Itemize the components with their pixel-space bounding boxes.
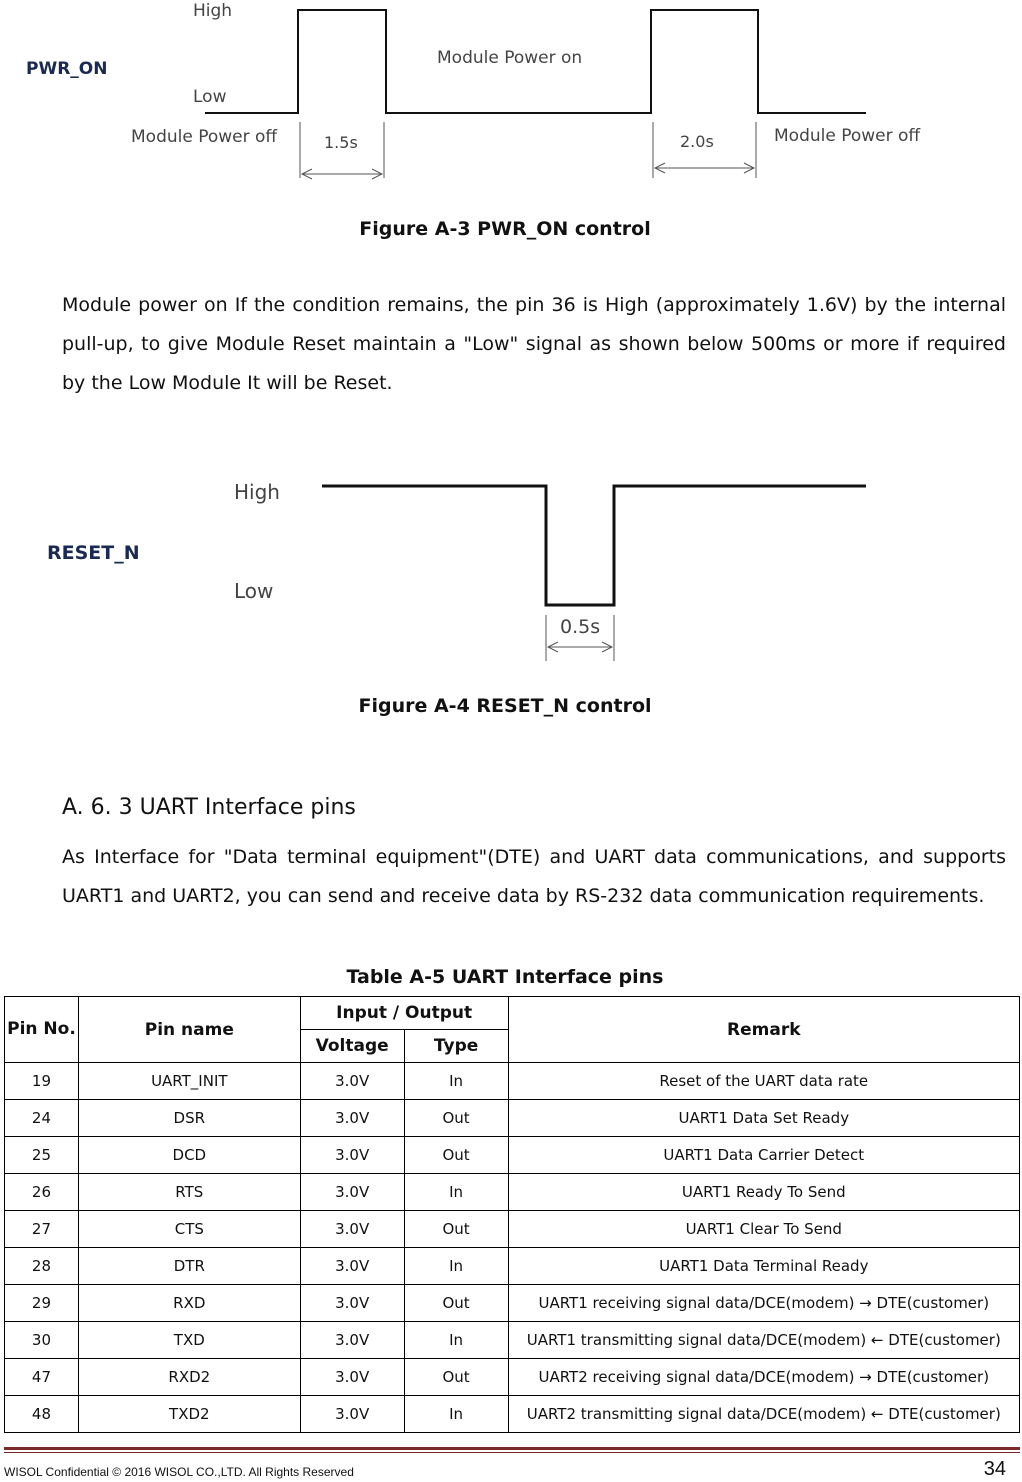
reset-n-low-label: Low	[234, 579, 274, 603]
header-remark: Remark	[508, 997, 1019, 1063]
cell-type: Out	[404, 1285, 508, 1322]
cell-pin-no: 30	[5, 1322, 79, 1359]
cell-remark: UART1 transmitting signal data/DCE(modem) ← DTE(customer)	[508, 1322, 1019, 1359]
cell-pin-no: 28	[5, 1248, 79, 1285]
header-pin-name: Pin name	[78, 997, 300, 1063]
figure-a4-caption: Figure A-4 RESET_N control	[358, 695, 652, 717]
cell-pin-no: 19	[5, 1063, 79, 1100]
pwr-on-high-label: High	[193, 1, 233, 21]
cell-pin-name: TXD2	[78, 1396, 300, 1433]
cell-remark: UART1 Data Terminal Ready	[508, 1248, 1019, 1285]
cell-type: Out	[404, 1359, 508, 1396]
cell-voltage: 3.0V	[300, 1359, 404, 1396]
reset-n-waveform	[322, 486, 866, 605]
cell-voltage: 3.0V	[300, 1100, 404, 1137]
table-row	[5, 1396, 1020, 1433]
cell-pin-no: 27	[5, 1211, 79, 1248]
cell-type: In	[404, 1322, 508, 1359]
cell-remark: UART1 receiving signal data/DCE(modem) → DTE(customer)	[508, 1285, 1019, 1322]
paragraph-pwr-on: Module power on If the condition remains, the pin 36 is High (approximately 1.6V) by the internal pull-up, to give Module Reset maintain a "Low" signal as shown below 500ms or more if required by the Low Module It will be Reset.	[62, 294, 1006, 394]
table-row	[5, 1359, 1020, 1396]
cell-pin-no: 24	[5, 1100, 79, 1137]
t2-label: 2.0s	[680, 132, 714, 151]
cell-type: Out	[404, 1100, 508, 1137]
t1-label: 1.5s	[324, 133, 358, 152]
cell-voltage: 3.0V	[300, 1174, 404, 1211]
cell-pin-name: TXD	[78, 1322, 300, 1359]
footer-copyright: WISOL Confidential © 2016 WISOL CO.,LTD. All Rights Reserved	[4, 1465, 354, 1479]
pwr-on-timing-diagram	[0, 0, 1022, 200]
reset-n-high-label: High	[234, 480, 280, 504]
footer-rule-thin	[4, 1452, 1020, 1453]
reset-n-signal-label: RESET_N	[47, 542, 140, 564]
cell-pin-no: 48	[5, 1396, 79, 1433]
table-row	[5, 1211, 1020, 1248]
cell-pin-no: 26	[5, 1174, 79, 1211]
header-voltage: Voltage	[300, 1030, 404, 1063]
cell-remark: Reset of the UART data rate	[508, 1063, 1019, 1100]
reset-n-timing-diagram	[0, 465, 1022, 670]
cell-type: In	[404, 1248, 508, 1285]
cell-voltage: 3.0V	[300, 1322, 404, 1359]
header-type: Type	[404, 1030, 508, 1063]
cell-remark: UART1 Data Set Ready	[508, 1100, 1019, 1137]
cell-voltage: 3.0V	[300, 1137, 404, 1174]
reset-t1-label: 0.5s	[560, 616, 601, 638]
cell-type: In	[404, 1174, 508, 1211]
table-row	[5, 1063, 1020, 1100]
cell-remark: UART1 Clear To Send	[508, 1211, 1019, 1248]
table-row	[5, 1248, 1020, 1285]
table-row	[5, 1100, 1020, 1137]
cell-pin-name: DCD	[78, 1137, 300, 1174]
cell-type: Out	[404, 1137, 508, 1174]
header-pin-no: Pin No.	[5, 997, 79, 1063]
cell-remark: UART2 receiving signal data/DCE(modem) → DTE(customer)	[508, 1359, 1019, 1396]
footer-rule	[4, 1447, 1020, 1450]
header-input-output: Input / Output	[300, 997, 508, 1030]
cell-pin-name: DSR	[78, 1100, 300, 1137]
cell-type: In	[404, 1396, 508, 1433]
table-row	[5, 1322, 1020, 1359]
cell-remark: UART1 Data Carrier Detect	[508, 1137, 1019, 1174]
power-off-right-label: Module Power off	[774, 126, 921, 146]
cell-voltage: 3.0V	[300, 1248, 404, 1285]
pwr-on-signal-label: PWR_ON	[26, 59, 108, 79]
page-number: 34	[983, 1458, 1006, 1480]
cell-remark: UART2 transmitting signal data/DCE(modem) ← DTE(customer)	[508, 1396, 1019, 1433]
cell-type: Out	[404, 1211, 508, 1248]
cell-voltage: 3.0V	[300, 1211, 404, 1248]
cell-pin-name: CTS	[78, 1211, 300, 1248]
cell-remark: UART1 Ready To Send	[508, 1174, 1019, 1211]
table-a5-caption: Table A-5 UART Interface pins	[346, 966, 664, 988]
cell-pin-name: RXD2	[78, 1359, 300, 1396]
cell-pin-no: 47	[5, 1359, 79, 1396]
table-row	[5, 1137, 1020, 1174]
cell-type: In	[404, 1063, 508, 1100]
power-off-left-label: Module Power off	[131, 127, 278, 147]
uart-pins-table	[4, 996, 1020, 1433]
cell-pin-name: UART_INIT	[78, 1063, 300, 1100]
cell-pin-name: RTS	[78, 1174, 300, 1211]
cell-voltage: 3.0V	[300, 1063, 404, 1100]
cell-pin-name: DTR	[78, 1248, 300, 1285]
power-on-label: Module Power on	[437, 48, 583, 68]
table-row	[5, 1285, 1020, 1322]
section-heading: A. 6. 3 UART Interface pins	[62, 795, 356, 820]
cell-pin-name: RXD	[78, 1285, 300, 1322]
cell-pin-no: 29	[5, 1285, 79, 1322]
figure-a3-caption: Figure A-3 PWR_ON control	[359, 218, 651, 240]
cell-voltage: 3.0V	[300, 1396, 404, 1433]
pwr-on-low-label: Low	[193, 87, 227, 107]
paragraph-uart: As Interface for "Data terminal equipment"(DTE) and UART data communications, and supports UART1 and UART2, you can send and receive data by RS-232 data communication requirements.	[62, 846, 1006, 907]
cell-voltage: 3.0V	[300, 1285, 404, 1322]
cell-pin-no: 25	[5, 1137, 79, 1174]
table-row	[5, 1174, 1020, 1211]
